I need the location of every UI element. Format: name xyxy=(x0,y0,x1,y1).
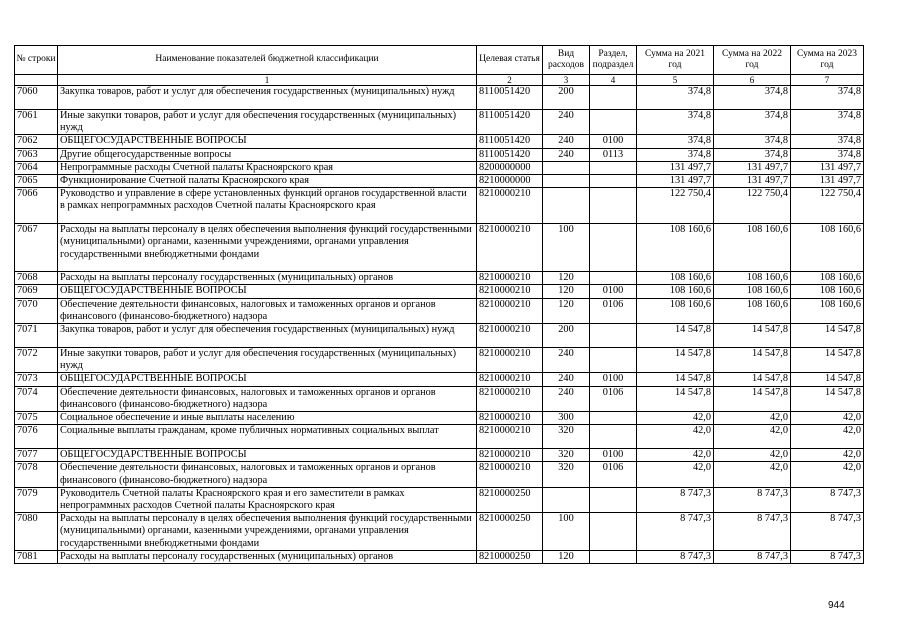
table-row xyxy=(15,298,864,323)
cell-name: ОБЩЕГОСУДАРСТВЕННЫЕ ВОПРОСЫ xyxy=(58,373,477,386)
cell-row-number: 7074 xyxy=(15,386,58,411)
cell-section xyxy=(590,224,637,272)
cell-row-number: 7064 xyxy=(15,161,58,174)
cell-sum-2021: 14 547,8 xyxy=(637,386,714,411)
cell-sum-2023: 108 160,6 xyxy=(791,285,864,298)
cell-name: Руководство и управление в сфере установленных функций органов государственной власти в рамках непрограммных расходов Счетной палаты Красноярского края xyxy=(58,188,477,224)
cell-sum-2021: 42,0 xyxy=(637,425,714,449)
table-row xyxy=(15,86,864,110)
cell-name: Расходы на выплаты персоналу государственных (муниципальных) органов xyxy=(58,550,477,563)
cell-sum-2021: 42,0 xyxy=(637,449,714,462)
cell-section: 0106 xyxy=(590,298,637,323)
budget-table xyxy=(14,45,864,564)
cell-sum-2021: 108 160,6 xyxy=(637,285,714,298)
cell-sum-2021: 122 750,4 xyxy=(637,188,714,224)
cell-expense-type: 200 xyxy=(543,324,590,348)
cell-sum-2023: 122 750,4 xyxy=(791,188,864,224)
cell-section: 0113 xyxy=(590,148,637,161)
cell-target-article: 8110051420 xyxy=(477,110,543,135)
cell-sum-2022: 374,8 xyxy=(714,135,791,148)
table-row xyxy=(15,324,864,348)
column-number: 2 xyxy=(477,75,543,86)
cell-row-number: 7067 xyxy=(15,224,58,272)
cell-sum-2023: 131 497,7 xyxy=(791,161,864,174)
cell-sum-2021: 14 547,8 xyxy=(637,348,714,373)
cell-sum-2022: 8 747,3 xyxy=(714,487,791,512)
cell-expense-type: 100 xyxy=(543,513,590,551)
cell-row-number: 7060 xyxy=(15,86,58,110)
cell-section xyxy=(590,513,637,551)
cell-section: 0100 xyxy=(590,449,637,462)
cell-section xyxy=(590,86,637,110)
cell-name: Непрограммные расходы Счетной палаты Красноярского края xyxy=(58,161,477,174)
table-row xyxy=(15,412,864,425)
cell-section: 0100 xyxy=(590,373,637,386)
cell-sum-2021: 374,8 xyxy=(637,135,714,148)
cell-target-article: 8210000210 xyxy=(477,386,543,411)
table-row xyxy=(15,272,864,285)
cell-name: Расходы на выплаты персоналу государственных (муниципальных) органов xyxy=(58,272,477,285)
cell-expense-type: 240 xyxy=(543,148,590,161)
cell-target-article: 8210000250 xyxy=(477,513,543,551)
cell-name: Обеспечение деятельности финансовых, налоговых и таможенных органов и органов финансового (финансово-бюджетного) надзора xyxy=(58,298,477,323)
header-name: Наименование показателей бюджетной классификации xyxy=(58,46,477,75)
cell-row-number: 7068 xyxy=(15,272,58,285)
cell-target-article: 8210000210 xyxy=(477,298,543,323)
cell-sum-2022: 14 547,8 xyxy=(714,373,791,386)
cell-sum-2021: 108 160,6 xyxy=(637,224,714,272)
cell-sum-2022: 8 747,3 xyxy=(714,513,791,551)
cell-sum-2021: 131 497,7 xyxy=(637,161,714,174)
cell-sum-2021: 374,8 xyxy=(637,148,714,161)
cell-sum-2021: 108 160,6 xyxy=(637,272,714,285)
cell-name: Иные закупки товаров, работ и услуг для обеспечения государственных (муниципальных) нужд xyxy=(58,110,477,135)
table-row xyxy=(15,110,864,135)
table-row xyxy=(15,513,864,551)
cell-row-number: 7081 xyxy=(15,550,58,563)
cell-row-number: 7079 xyxy=(15,487,58,512)
cell-sum-2022: 374,8 xyxy=(714,110,791,135)
cell-name: Закупка товаров, работ и услуг для обеспечения государственных (муниципальных) нужд xyxy=(58,324,477,348)
cell-section xyxy=(590,324,637,348)
cell-expense-type: 200 xyxy=(543,86,590,110)
cell-section xyxy=(590,188,637,224)
cell-expense-type: 240 xyxy=(543,348,590,373)
cell-sum-2022: 108 160,6 xyxy=(714,224,791,272)
table-header xyxy=(15,46,864,86)
table-row xyxy=(15,373,864,386)
cell-target-article: 8210000210 xyxy=(477,348,543,373)
cell-sum-2023: 42,0 xyxy=(791,449,864,462)
cell-sum-2023: 14 547,8 xyxy=(791,348,864,373)
cell-row-number: 7070 xyxy=(15,298,58,323)
cell-sum-2022: 14 547,8 xyxy=(714,348,791,373)
cell-sum-2023: 8 747,3 xyxy=(791,550,864,563)
cell-name: ОБЩЕГОСУДАРСТВЕННЫЕ ВОПРОСЫ xyxy=(58,449,477,462)
cell-sum-2022: 131 497,7 xyxy=(714,161,791,174)
table-row xyxy=(15,487,864,512)
cell-sum-2023: 14 547,8 xyxy=(791,324,864,348)
cell-section: 0100 xyxy=(590,135,637,148)
cell-sum-2022: 108 160,6 xyxy=(714,272,791,285)
header-sum-2023: Сумма на 2023 год xyxy=(791,46,864,75)
cell-expense-type: 120 xyxy=(543,272,590,285)
cell-section: 0106 xyxy=(590,386,637,411)
header-target-article: Целевая статья xyxy=(477,46,543,75)
cell-sum-2021: 42,0 xyxy=(637,412,714,425)
header-sum-2021: Сумма на 2021 год xyxy=(637,46,714,75)
table-row xyxy=(15,135,864,148)
cell-sum-2022: 42,0 xyxy=(714,462,791,487)
cell-section xyxy=(590,348,637,373)
cell-target-article: 8210000210 xyxy=(477,462,543,487)
cell-section: 0106 xyxy=(590,462,637,487)
cell-sum-2023: 8 747,3 xyxy=(791,513,864,551)
cell-sum-2023: 42,0 xyxy=(791,425,864,449)
cell-sum-2022: 374,8 xyxy=(714,148,791,161)
table-row xyxy=(15,161,864,174)
cell-sum-2022: 14 547,8 xyxy=(714,324,791,348)
column-number xyxy=(15,75,58,86)
table-row xyxy=(15,425,864,449)
cell-expense-type xyxy=(543,188,590,224)
cell-expense-type: 320 xyxy=(543,425,590,449)
cell-sum-2023: 374,8 xyxy=(791,110,864,135)
column-numbers-row xyxy=(15,75,864,86)
cell-sum-2021: 108 160,6 xyxy=(637,298,714,323)
cell-section xyxy=(590,487,637,512)
cell-sum-2022: 108 160,6 xyxy=(714,285,791,298)
cell-expense-type: 120 xyxy=(543,298,590,323)
cell-section xyxy=(590,272,637,285)
cell-target-article: 8210000250 xyxy=(477,487,543,512)
cell-sum-2023: 131 497,7 xyxy=(791,175,864,188)
cell-name: Обеспечение деятельности финансовых, налоговых и таможенных органов и органов финансового (финансово-бюджетного) надзора xyxy=(58,462,477,487)
table-row xyxy=(15,449,864,462)
cell-sum-2021: 8 747,3 xyxy=(637,513,714,551)
cell-sum-2023: 8 747,3 xyxy=(791,487,864,512)
cell-row-number: 7077 xyxy=(15,449,58,462)
cell-sum-2023: 374,8 xyxy=(791,135,864,148)
cell-section xyxy=(590,161,637,174)
cell-section xyxy=(590,412,637,425)
cell-target-article: 8210000000 xyxy=(477,175,543,188)
table-row xyxy=(15,148,864,161)
cell-sum-2023: 374,8 xyxy=(791,148,864,161)
cell-name: Руководитель Счетной палаты Красноярского края и его заместители в рамках непрограммных расходов Счетной палаты Красноярского края xyxy=(58,487,477,512)
page-number: 944 xyxy=(828,600,845,611)
cell-name: Функционирование Счетной палаты Красноярского края xyxy=(58,175,477,188)
cell-expense-type: 320 xyxy=(543,462,590,487)
cell-sum-2022: 8 747,3 xyxy=(714,550,791,563)
header-expense-type: Вид расходов xyxy=(543,46,590,75)
cell-name: ОБЩЕГОСУДАРСТВЕННЫЕ ВОПРОСЫ xyxy=(58,135,477,148)
cell-row-number: 7080 xyxy=(15,513,58,551)
cell-sum-2022: 108 160,6 xyxy=(714,298,791,323)
cell-sum-2022: 122 750,4 xyxy=(714,188,791,224)
cell-name: Социальное обеспечение и иные выплаты населению xyxy=(58,412,477,425)
cell-target-article: 8200000000 xyxy=(477,161,543,174)
cell-row-number: 7062 xyxy=(15,135,58,148)
cell-target-article: 8110051420 xyxy=(477,135,543,148)
cell-sum-2023: 42,0 xyxy=(791,462,864,487)
cell-sum-2022: 374,8 xyxy=(714,86,791,110)
cell-target-article: 8210000210 xyxy=(477,272,543,285)
cell-expense-type: 240 xyxy=(543,386,590,411)
cell-sum-2023: 42,0 xyxy=(791,412,864,425)
header-row-number: № строки xyxy=(15,46,58,75)
cell-sum-2023: 374,8 xyxy=(791,86,864,110)
cell-sum-2022: 42,0 xyxy=(714,425,791,449)
cell-target-article: 8210000210 xyxy=(477,285,543,298)
cell-sum-2021: 374,8 xyxy=(637,110,714,135)
cell-target-article: 8210000210 xyxy=(477,224,543,272)
cell-section xyxy=(590,550,637,563)
table-row xyxy=(15,285,864,298)
cell-row-number: 7061 xyxy=(15,110,58,135)
cell-expense-type: 240 xyxy=(543,373,590,386)
cell-row-number: 7069 xyxy=(15,285,58,298)
cell-expense-type xyxy=(543,175,590,188)
cell-expense-type: 120 xyxy=(543,285,590,298)
cell-row-number: 7073 xyxy=(15,373,58,386)
column-number: 3 xyxy=(543,75,590,86)
cell-sum-2023: 108 160,6 xyxy=(791,272,864,285)
cell-name: Обеспечение деятельности финансовых, налоговых и таможенных органов и органов финансового (финансово-бюджетного) надзора xyxy=(58,386,477,411)
cell-sum-2021: 8 747,3 xyxy=(637,487,714,512)
cell-expense-type: 240 xyxy=(543,110,590,135)
column-number: 5 xyxy=(637,75,714,86)
cell-row-number: 7072 xyxy=(15,348,58,373)
cell-row-number: 7066 xyxy=(15,188,58,224)
cell-expense-type: 120 xyxy=(543,550,590,563)
header-section: Раздел, подраздел xyxy=(590,46,637,75)
cell-name: Расходы на выплаты персоналу в целях обеспечения выполнения функций государственными (муниципальными) органами, казенными учреждениями, органами управления государственными внебюджетными фондами xyxy=(58,224,477,272)
table-row xyxy=(15,348,864,373)
cell-target-article: 8210000250 xyxy=(477,550,543,563)
cell-target-article: 8210000210 xyxy=(477,449,543,462)
table-body xyxy=(15,86,864,564)
cell-target-article: 8110051420 xyxy=(477,86,543,110)
table-row xyxy=(15,386,864,411)
cell-row-number: 7063 xyxy=(15,148,58,161)
cell-sum-2022: 14 547,8 xyxy=(714,386,791,411)
cell-sum-2023: 108 160,6 xyxy=(791,298,864,323)
cell-name: Расходы на выплаты персоналу в целях обеспечения выполнения функций государственными (муниципальными) органами, казенными учреждениями, органами управления государственными внебюджетными фондами xyxy=(58,513,477,551)
cell-expense-type xyxy=(543,161,590,174)
cell-row-number: 7065 xyxy=(15,175,58,188)
header-sum-2022: Сумма на 2022 год xyxy=(714,46,791,75)
cell-sum-2021: 131 497,7 xyxy=(637,175,714,188)
cell-expense-type xyxy=(543,487,590,512)
cell-expense-type: 100 xyxy=(543,224,590,272)
cell-name: Иные закупки товаров, работ и услуг для обеспечения государственных (муниципальных) нужд xyxy=(58,348,477,373)
cell-expense-type: 240 xyxy=(543,135,590,148)
cell-sum-2023: 14 547,8 xyxy=(791,373,864,386)
table-row xyxy=(15,188,864,224)
cell-target-article: 8210000210 xyxy=(477,373,543,386)
cell-sum-2022: 42,0 xyxy=(714,449,791,462)
cell-row-number: 7078 xyxy=(15,462,58,487)
table-row xyxy=(15,224,864,272)
cell-target-article: 8210000210 xyxy=(477,324,543,348)
cell-target-article: 8210000210 xyxy=(477,188,543,224)
cell-sum-2022: 42,0 xyxy=(714,412,791,425)
column-number: 7 xyxy=(791,75,864,86)
cell-section xyxy=(590,425,637,449)
cell-sum-2021: 374,8 xyxy=(637,86,714,110)
column-number: 4 xyxy=(590,75,637,86)
table-row xyxy=(15,462,864,487)
cell-sum-2021: 42,0 xyxy=(637,462,714,487)
cell-sum-2023: 14 547,8 xyxy=(791,386,864,411)
cell-row-number: 7071 xyxy=(15,324,58,348)
cell-target-article: 8210000210 xyxy=(477,412,543,425)
cell-target-article: 8210000210 xyxy=(477,425,543,449)
cell-section xyxy=(590,175,637,188)
cell-row-number: 7075 xyxy=(15,412,58,425)
cell-sum-2021: 14 547,8 xyxy=(637,373,714,386)
cell-name: ОБЩЕГОСУДАРСТВЕННЫЕ ВОПРОСЫ xyxy=(58,285,477,298)
cell-expense-type: 300 xyxy=(543,412,590,425)
cell-expense-type: 320 xyxy=(543,449,590,462)
cell-section: 0100 xyxy=(590,285,637,298)
cell-section xyxy=(590,110,637,135)
cell-row-number: 7076 xyxy=(15,425,58,449)
cell-name: Другие общегосударственные вопросы xyxy=(58,148,477,161)
cell-name: Социальные выплаты гражданам, кроме публичных нормативных социальных выплат xyxy=(58,425,477,449)
table-row xyxy=(15,550,864,563)
cell-sum-2021: 8 747,3 xyxy=(637,550,714,563)
table-row xyxy=(15,175,864,188)
column-number: 1 xyxy=(58,75,477,86)
cell-name: Закупка товаров, работ и услуг для обеспечения государственных (муниципальных) нужд xyxy=(58,86,477,110)
cell-target-article: 8110051420 xyxy=(477,148,543,161)
cell-sum-2021: 14 547,8 xyxy=(637,324,714,348)
column-number: 6 xyxy=(714,75,791,86)
cell-sum-2022: 131 497,7 xyxy=(714,175,791,188)
cell-sum-2023: 108 160,6 xyxy=(791,224,864,272)
